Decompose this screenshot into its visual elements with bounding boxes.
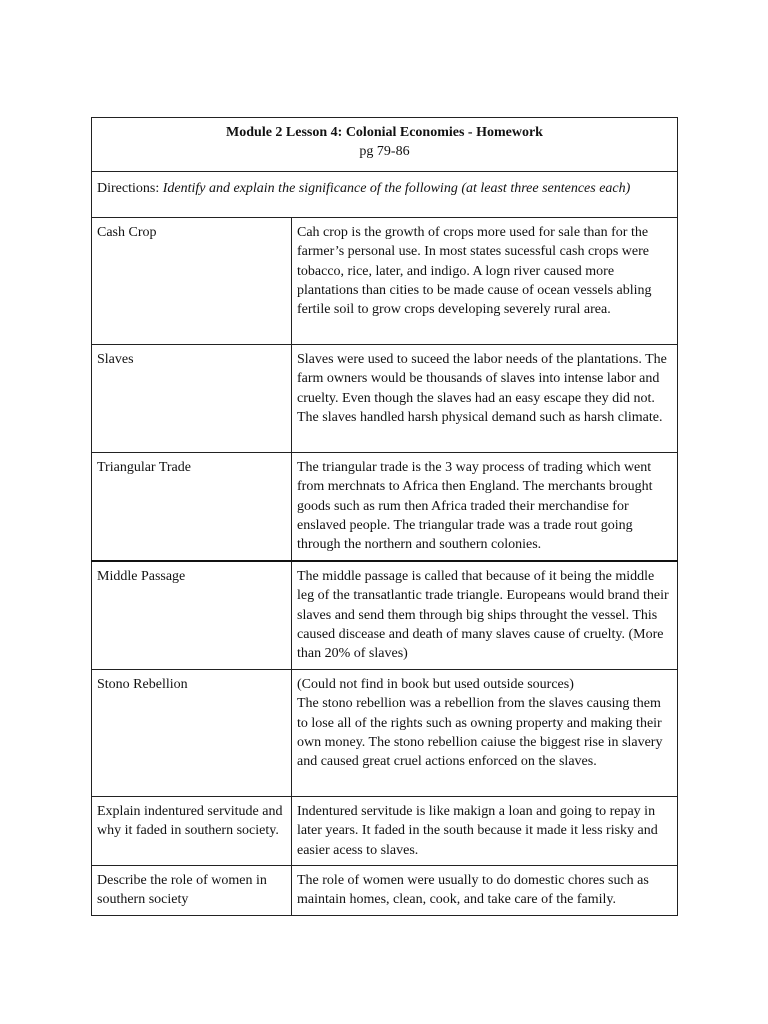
header-row [92,118,678,172]
definition-cell: Cah crop is the growth of crops more used for sale than for the farmer’s personal use. In most states sucessful cash crops were tobacco, rice, later, and indigo. A logn river caused more plantations than cities to be made cause of ocean vessels abling fertile soil to grow crops developing severely rural area. [292,218,678,345]
directions-label: Directions: [97,181,163,196]
page-range: pg 79-86 [359,144,410,160]
definition-cell: Indentured servitude is like makign a loan and going to repay in later years. It faded in the south because it made it less risky and easier acess to slaves. [292,797,678,866]
table-row [92,866,678,916]
definition-text: The stono rebellion was a rebellion from the slaves causing them to lose all of the rights such as owning property and making their own money. The stono rebellion caiuse the biggest rise in slavery and caused great cruel actions enforced on the slaves. [297,696,663,770]
directions-text: Identify and explain the significance of the following (at least three sentences each) [162,181,631,196]
table-row [92,797,678,866]
term-cell: Stono Rebellion [92,670,292,797]
homework-table [91,117,678,916]
table-row [92,670,678,797]
table-row [92,561,678,670]
definition-cell: The triangular trade is the 3 way process of trading which went from merchnats to Africa then England. The merchants brought goods such as rum then Africa traded their merchandise for enslaved people. The triangular trade was a trade rout going through the northern and southern colonies. [292,453,678,562]
definition-cell: Slaves were used to suceed the labor needs of the plantations. The farm owners would be thousands of slaves into intense labor and cruelty. Even though the slaves had an easy escape they did not. The slaves handled harsh physical demand such as harsh climate. [292,345,678,453]
definition-cell: The middle passage is called that because of it being the middle leg of the transatlantic trade triangle. Europeans would brand their slaves and send them through big ships throught the vessel. This caused discease and death of many slaves cause of cruelty. (More than 20% of slaves) [292,561,678,670]
definition-note: (Could not find in book but used outside sources) [297,677,574,692]
document-title: Module 2 Lesson 4: Colonial Economies - Homework [226,125,543,140]
header-cell [92,118,678,172]
table-row [92,345,678,453]
definition-cell [292,670,678,797]
term-cell: Cash Crop [92,218,292,345]
directions-cell [92,172,678,218]
term-cell: Middle Passage [92,561,292,670]
directions-row [92,172,678,218]
definition-cell: The role of women were usually to do domestic chores such as maintain homes, clean, cook, and take care of the family. [292,866,678,916]
table-row [92,453,678,562]
term-cell: Explain indentured servitude and why it faded in southern society. [92,797,292,866]
term-cell: Slaves [92,345,292,453]
table-row [92,218,678,345]
term-cell: Describe the role of women in southern society [92,866,292,916]
term-cell: Triangular Trade [92,453,292,562]
